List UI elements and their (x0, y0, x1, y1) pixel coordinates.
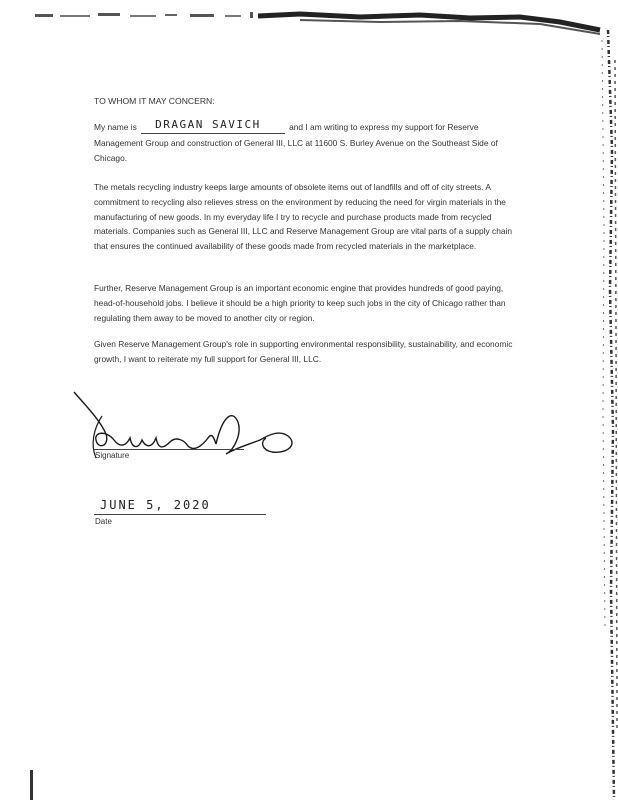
handwritten-name: DRAGAN SAVICH (141, 118, 285, 134)
paragraph-support: Given Reserve Management Group's role in supporting environmental responsibility, sustainability, and economic growth, I want to reiterate my full support for General III, LLC. (94, 339, 513, 364)
paragraph-recycling: The metals recycling industry keeps large amounts of obsolete items out of landfills and off of city streets. A commitment to recycling also relieves stress on the environment by reducing the need for virgin materials in the manufacturing of new goods. In my everyday life I try to recycle and purchase products made from recycled materials. Companies such as General III, LLC and Reserve Management Group are vital parts of a supply chain that ensures the continued availability of these goods made from recycled materials in the marketplace. (94, 182, 513, 252)
paragraph-intro (94, 120, 514, 165)
scan-mark-bottom (30, 770, 33, 800)
salutation: TO WHOM IT MAY CONCERN: (94, 96, 215, 106)
paragraph-economic: Further, Reserve Management Group is an important economic engine that provides hundreds of good paying, head-of-household jobs. I believe it should be a high priority to keep such jobs in the city of Chicago rather than regulating them away to be moved to another city or region. (94, 283, 506, 323)
date-label: Date (95, 517, 112, 526)
intro-suffix: and I am writing to express my support for Reserve Management Group and construction of General III, LLC at 11600 S. Burley Avenue on the Southeast Side of Chicago. (94, 122, 498, 163)
handwritten-date: JUNE 5, 2020 (100, 498, 211, 512)
date-line (94, 514, 266, 515)
intro-prefix: My name is (94, 122, 137, 132)
scan-noise-top (0, 0, 618, 40)
signature-label: Signature (95, 451, 130, 460)
scan-noise-right (558, 30, 618, 800)
signature-line (94, 449, 244, 450)
